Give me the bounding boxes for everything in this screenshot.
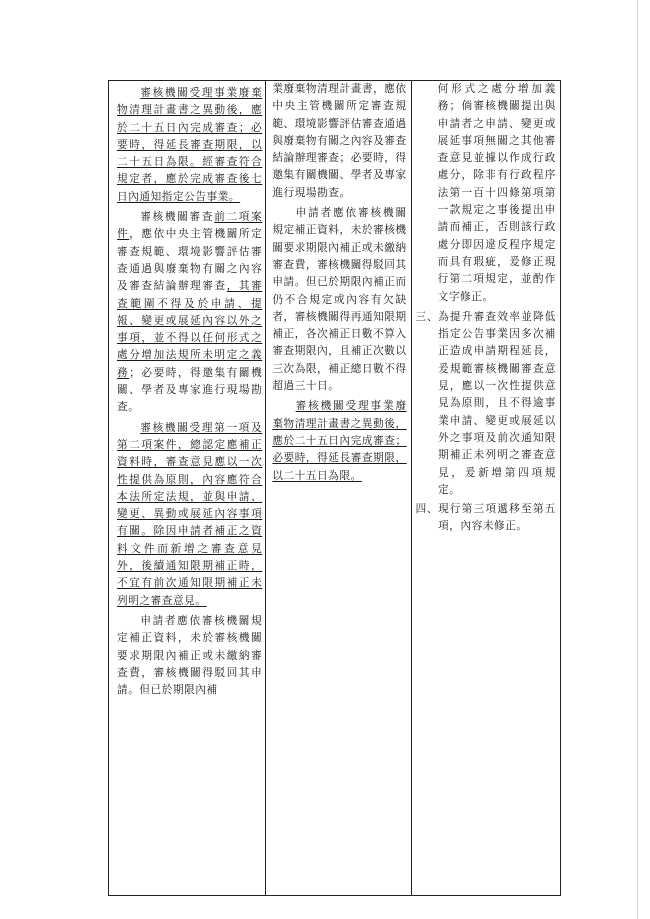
current-paragraph-3-text: 審核機關受理事業廢棄物清理計畫書之異動後，應於二十五日內完成審查；必要時，得延長審查期限，以二十五日為限。 (272, 400, 407, 482)
current-paragraph-2-text: 申請者應依審核機關規定補正資料，未於審核機關要求期限內補正或未繳納審查費，審核機關得駁回其申請。但已於期限內補正而仍不合規定或內容有欠缺者，審核機關得再通知限期補正，各次補正日數不算入審查期限內，且補正次數以三次為限，補正總日數不得超過三十日。 (272, 207, 407, 393)
amended-paragraph-2-scope: ，其審查範圍不得及於申請、提報、變更或展延內容以外之事項，並不得以任何形式之處分增加法規所未明定之義務 (117, 280, 263, 379)
scan-page-edge (637, 0, 638, 919)
explanation-item-4-text: 現行第三項遞移至第五項，內容未修正。 (438, 503, 556, 533)
comparison-table (108, 80, 561, 896)
amended-paragraph-2 (117, 209, 262, 417)
amended-text-column (109, 81, 266, 895)
explanation-item-3 (416, 309, 556, 499)
amended-paragraph-4-text: 申請者應依審核機關規定補正資料，未於審核機關要求期限內補正或未繳納審查費，審核機關得駁回其申請。但已於期限內補 (117, 614, 263, 697)
amended-paragraph-1-text: 審核機關受理事業廢棄物清理計畫書之異動後，應於二十五日內完成審查；必要時，得延長審查期限，以二十五日為限。經審查符合規定者，應於完成審查後七日內通知指定公告事業。 (117, 87, 263, 203)
amended-paragraph-2-ref: 前二項案件 (117, 211, 263, 241)
explanation-continued-text: 何形式之處分增加義務；倘審核機關提出與申請者之申請、變更或展延事項無關之其他審查意見並據以作成行政處分，除非有行政程序法第一百十四條第項第一款規定之事後提出申請而補正，否則該行政處分即因違反程序規定而具有瑕疵，爰修正現行第二項規定，並酌作文字修正。 (437, 83, 556, 303)
amended-paragraph-3-text: 審核機關受理第一項及第二項案件，總認定應補正資料時，審查意見應以一次性提供為原則，內容應符合本法所定法規，並與申請、變更、異動或展延內容事項有關。除因申請者補正之資料文件而新增之審查意見外，後續通知限期補正時，不宜有前次通知限期補正未列明之審查意見。 (117, 421, 263, 607)
explanation-continued (416, 81, 556, 306)
current-paragraph-1 (272, 81, 406, 202)
current-text-column (266, 81, 411, 895)
amended-paragraph-4 (117, 613, 262, 699)
explanation-item-4 (416, 501, 556, 536)
amended-paragraph-2-tail: ；必要時，得邀集有關機關、學者及專家進行現場勘查。 (117, 366, 263, 414)
explanation-item-4-number: 四、 (415, 503, 439, 516)
amended-paragraph-3 (117, 420, 262, 610)
current-paragraph-1-text: 業廢棄物清理計畫書，應依中央主管機關所定審查規範、環境影響評估審查通過與廢棄物有關之內容及審查結論辦理審查；必要時，得邀集有關機關、學者及專家進行現場勘查。 (272, 83, 407, 199)
explanation-item-3-number: 三、 (415, 310, 439, 323)
amended-paragraph-2-middle: ，應依中央主管機關所定審查規範、環境影響評估審查通過與廢棄物有關之內容及審查結論辦理審查 (117, 228, 263, 293)
amended-paragraph-1 (117, 85, 262, 206)
explanation-column (412, 81, 560, 895)
explanation-item-3-text: 為提升審查效率並降低指定公告事業因多次補正造成申請期程延長，爰規範審核機關審查意見，應以一次性提供意見為原則，且不得逾事業申請、變更或展延以外之事項及前次通知限期補正未列明之審查意見，爰新增第四項規定。 (438, 310, 556, 496)
amended-paragraph-2-lead: 審核機關審查 (140, 211, 215, 224)
current-paragraph-2 (272, 205, 406, 395)
current-paragraph-3 (272, 398, 406, 484)
